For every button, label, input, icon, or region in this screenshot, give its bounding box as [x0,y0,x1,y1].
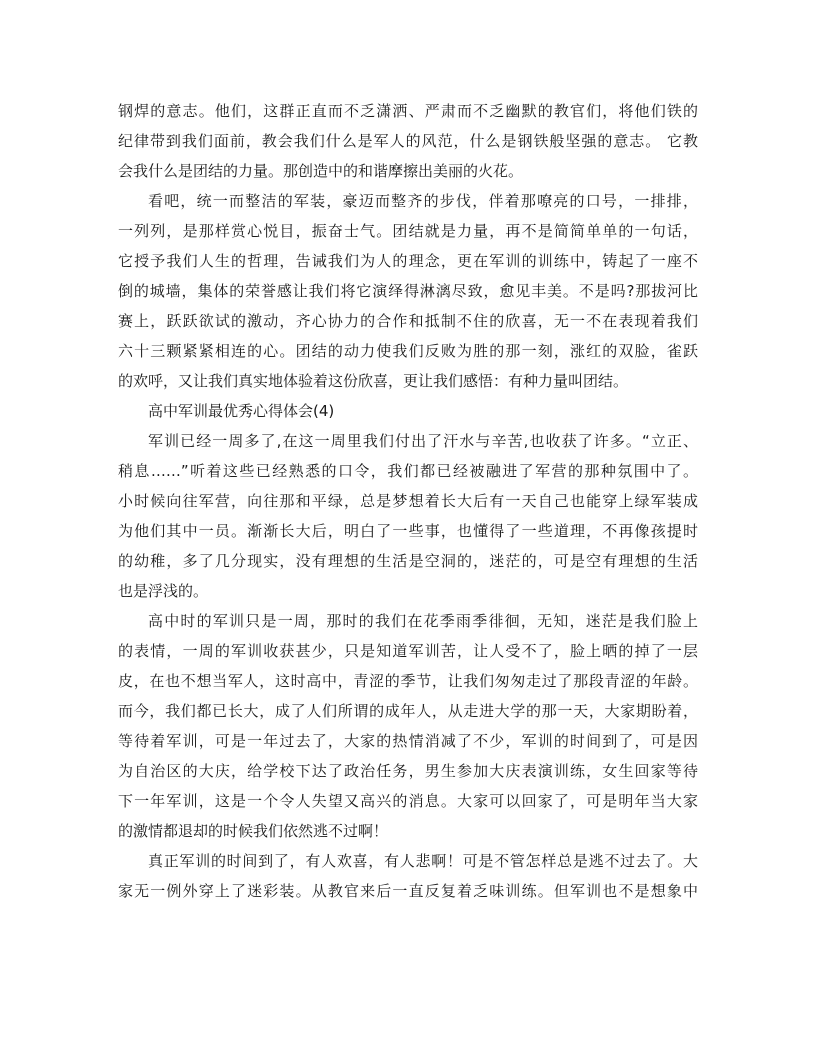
text-line: 也是浮浅的。 [118,582,209,600]
text-line: 的表情，一周的军训收获甚少，只是知道军训苦，让人受不了，脸上晒的掉了一层 [118,642,698,660]
text-line: 赛上，跃跃欲试的激动，齐心协力的合作和抵制不住的欣喜，无一不在表现着我们 [118,312,698,330]
text-line: 家无一例外穿上了迷彩装。从教官来后一直反复着乏味训练。但军训也不是想象中 [118,882,698,900]
paragraph-2 [118,186,698,396]
paragraph-1 [118,96,698,186]
text-line: 为自治区的大庆，给学校下达了政治任务，男生参加大庆表演训练，女生回家等待 [118,762,698,780]
text-line: 的幼稚，多了几分现实，没有理想的生活是空洞的，迷茫的，可是空有理想的生活 [118,552,698,570]
text-line: 倒的城墙，集体的荣誉感让我们将它演绎得淋漓尽致，愈见丰美。不是吗?那拔河比 [118,282,698,300]
text-line: 一列列，是那样赏心悦目，振奋士气。团结就是力量，再不是简简单单的一句话， [118,222,698,240]
text-line: 稍息……”听着这些已经熟悉的口令，我们都已经被融进了军营的那种氛围中了。 [118,462,698,480]
text-line: 的激情都退却的时候我们依然逃不过啊！ [118,822,389,840]
section-heading: 高中军训最优秀心得体会(4) [148,402,335,420]
text-line: 的欢呼，又让我们真实地体验着这份欣喜，更让我们感悟：有种力量叫团结。 [118,372,629,390]
text-line: 钢焊的意志。他们，这群正直而不乏潇洒、严肃而不乏幽默的教官们，将他们铁的 [118,102,698,120]
text-line: 为他们其中一员。渐渐长大后，明白了一些事，也懂得了一些道理，不再像孩提时 [118,522,698,540]
text-line: 小时候向往军营，向往那和平绿，总是梦想着长大后有一天自己也能穿上绿军装成 [118,492,698,510]
text-line: 纪律带到我们面前，教会我们什么是军人的风范，什么是钢铁般坚强的意志。 它教 [118,132,698,150]
text-line: 军训已经一周多了,在这一周里我们付出了汗水与辛苦,也收获了许多。“立正、 [148,432,698,450]
paragraph-4 [118,606,698,846]
text-line: 看吧，统一而整洁的军装，豪迈而整齐的步伐，伴着那嘹亮的口号，一排排， [148,192,698,210]
text-line: 下一年军训，这是一个令人失望又高兴的消息。大家可以回家了，可是明年当大家 [118,792,698,810]
paragraph-3 [118,426,698,606]
paragraph-5 [118,846,698,906]
text-line: 六十三颗紧紧相连的心。团结的动力使我们反败为胜的那一刻，涨红的双脸，雀跃 [118,342,698,360]
text-line: 而今，我们都已长大，成了人们所谓的成年人，从走进大学的那一天，大家期盼着， [118,702,698,720]
text-line: 高中时的军训只是一周，那时的我们在花季雨季徘徊，无知，迷茫是我们脸上 [148,612,698,630]
text-line: 真正军训的时间到了，有人欢喜，有人悲啊！可是不管怎样总是逃不过去了。大 [148,852,698,870]
text-line: 等待着军训，可是一年过去了，大家的热情消减了不少，军训的时间到了，可是因 [118,732,698,750]
text-line: 皮，在也不想当军人，这时高中，青涩的季节，让我们匆匆走过了那段青涩的年龄。 [118,672,698,690]
document-body [118,96,698,906]
text-line: 会我什么是团结的力量。那创造中的和谐摩擦出美丽的火花。 [118,162,524,180]
text-line: 它授予我们人生的哲理，告诫我们为人的理念，更在军训的训练中，铸起了一座不 [118,252,698,270]
